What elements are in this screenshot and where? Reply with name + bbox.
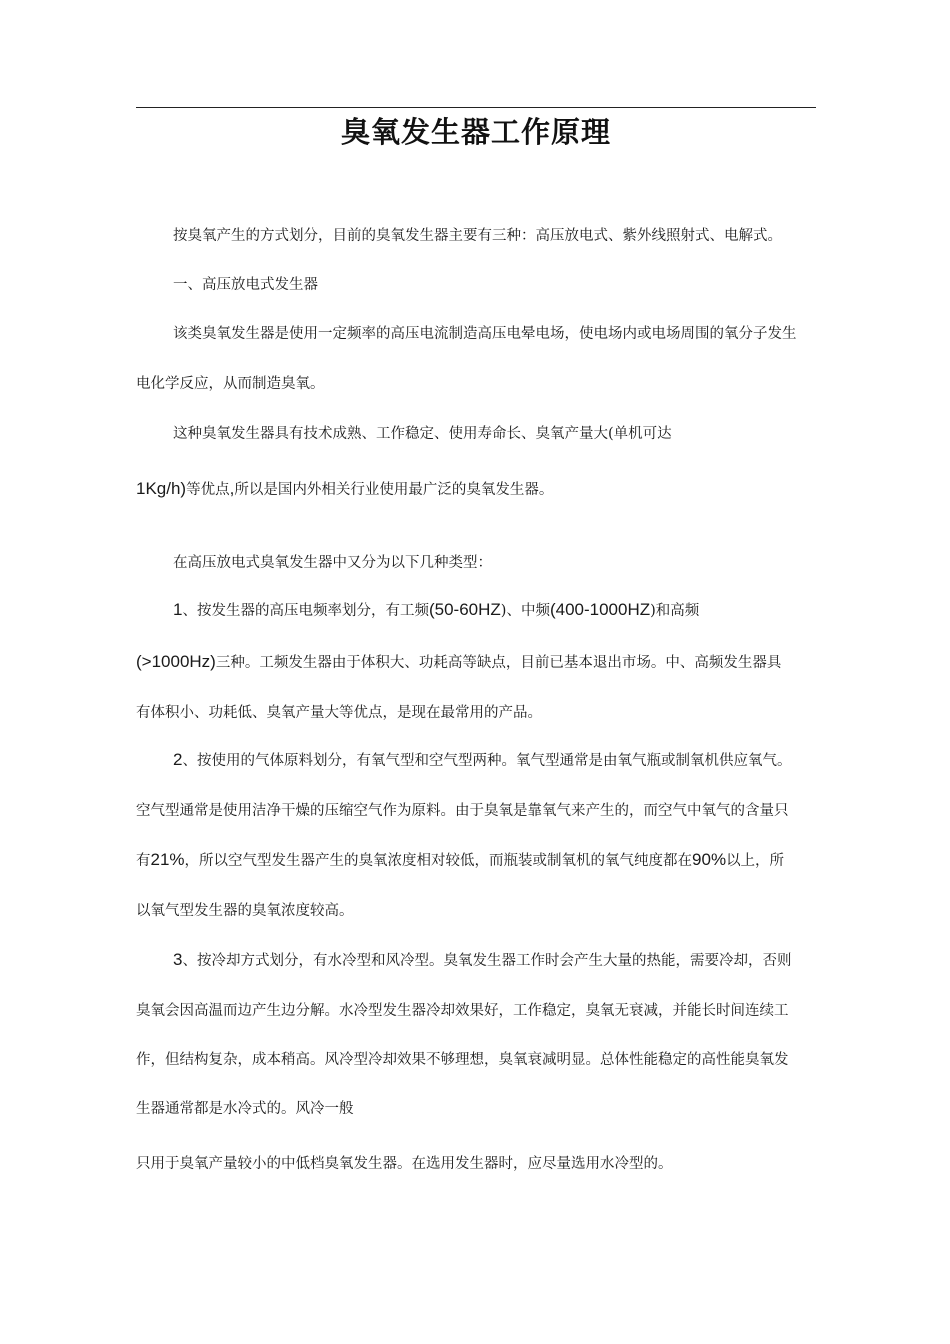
intro-paragraph: 按臭氧产生的方式划分，目前的臭氧发生器主要有三种：高压放电式、紫外线照射式、电解式。: [173, 228, 782, 244]
text-run: 、按发生器的高压电频率划分，有工频: [182, 603, 429, 619]
frequency-range: (>1000Hz): [136, 652, 216, 671]
text-run: 以上，所: [726, 853, 785, 869]
paragraph-line: [136, 850, 784, 871]
frequency-range: (400-1000HZ: [549, 600, 651, 619]
text-run: 有: [136, 853, 151, 869]
item-number: 3: [173, 950, 183, 969]
text-run: 、按使用的气体原料划分，有氧气型和空气型两种。氧气型通常是由氧气瓶或制氧机供应氧气。: [182, 753, 792, 769]
paragraph-line: 这种臭氧发生器具有技术成熟、工作稳定、使用寿命长、臭氧产量大(单机可达: [173, 426, 672, 442]
paragraph-line: 该类臭氧发生器是使用一定频率的高压电流制造高压电晕电场，使电场内或电场周围的氧分子发生: [173, 326, 797, 342]
paragraph-line: 有体积小、功耗低、臭氧产量大等优点，是现在最常用的产品。: [136, 705, 542, 721]
paragraph-line: 在高压放电式臭氧发生器中又分为以下几种类型：: [173, 555, 492, 571]
list-item-1: [173, 600, 699, 621]
paragraph-line: 只用于臭氧产量较小的中低档臭氧发生器。在选用发生器时，应尽量选用水冷型的。: [136, 1156, 673, 1172]
text-run: 所以是国内外相关行业使用最广泛的臭氧发生器。: [234, 482, 554, 498]
text-run: 等优点: [186, 482, 230, 498]
page-title: 臭氧发生器工作原理: [340, 115, 611, 149]
paragraph-line: 生器通常都是水冷式的。风冷一般: [136, 1101, 354, 1117]
item-number: 2: [173, 750, 183, 769]
text-run: ，所以空气型发生器产生的臭氧浓度相对较低，而瓶装或制氧机的氧气纯度都在: [184, 853, 693, 869]
item-number: 1: [173, 600, 183, 619]
paragraph-line: [136, 479, 553, 500]
paragraph-line: 以氧气型发生器的臭氧浓度较高。: [136, 903, 354, 919]
paragraph-line: 作，但结构复杂，成本稍高。风冷型冷却效果不够理想，臭氧衰减明显。总体性能稳定的高性能臭氧发: [136, 1052, 789, 1068]
frequency-range: (50-60HZ: [428, 600, 501, 619]
text-run: 、按冷却方式划分，有水冷型和风冷型。臭氧发生器工作时会产生大量的热能，需要冷却，否则: [182, 953, 792, 969]
text-run: )和高频: [650, 603, 700, 619]
percent-value: 21%: [150, 850, 185, 869]
paragraph-line: 空气型通常是使用洁净干燥的压缩空气作为原料。由于臭氧是靠氧气来产生的，而空气中氧气的含量只: [136, 803, 789, 819]
list-item-2: [173, 750, 791, 771]
text-run: 三种。工频发生器由于体积大、功耗高等缺点，目前已基本退出市场。中、高频发生器具: [215, 655, 782, 671]
text-run: )、中频: [500, 603, 550, 619]
percent-value: 90%: [692, 850, 727, 869]
paragraph-line: [136, 652, 781, 673]
rate-value: 1Kg/h): [136, 479, 187, 498]
header-rule: [136, 107, 816, 108]
section-heading: 一、高压放电式发生器: [173, 277, 318, 293]
comma: ,: [229, 479, 235, 498]
paragraph-line: 电化学反应，从而制造臭氧。: [136, 376, 325, 392]
list-item-3: [173, 950, 791, 971]
paragraph-line: 臭氧会因高温而边产生边分解。水冷型发生器冷却效果好，工作稳定，臭氧无衰减，并能长时间连续工: [136, 1003, 789, 1019]
